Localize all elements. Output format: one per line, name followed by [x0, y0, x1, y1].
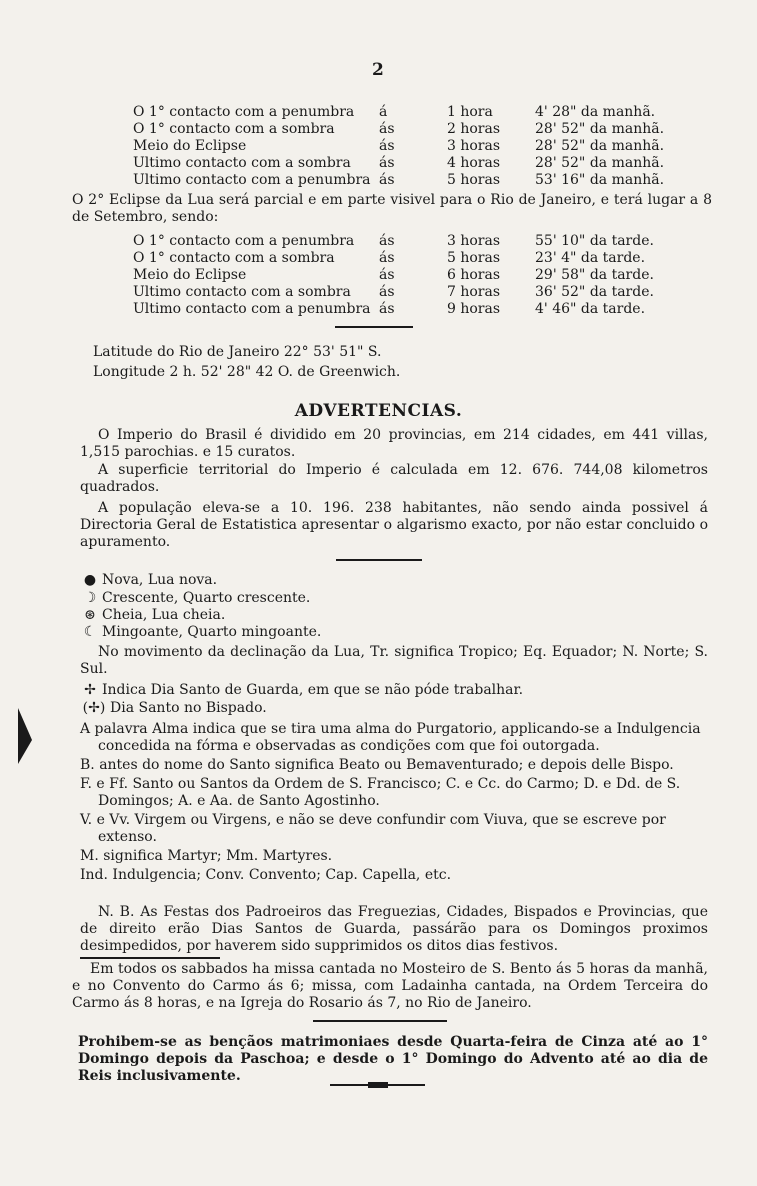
hours: 6 horas: [447, 267, 501, 283]
event: Meio do Eclipse: [133, 138, 247, 154]
legend-first-quarter: [80, 590, 310, 607]
new-moon-icon: ●: [83, 572, 97, 588]
event: O 1° contacto com a penumbra: [133, 104, 355, 120]
advertencia-2: [80, 462, 708, 496]
legend-label: Cheia, Lua cheia.: [102, 607, 226, 623]
event: O 1° contacto com a penumbra: [133, 233, 355, 249]
legend-last-quarter: [80, 624, 321, 641]
time: 55' 10" da tarde.: [535, 233, 654, 249]
hours: 7 horas: [447, 284, 501, 300]
legend-new-moon: [80, 572, 217, 589]
event: Ultimo contacto com a penumbra: [133, 301, 371, 317]
legend-label: Mingoante, Quarto mingoante.: [102, 624, 322, 640]
table-row: [133, 233, 654, 250]
cross-in-parens-icon: (✢): [82, 700, 106, 716]
time: 28' 52" da manhã.: [535, 155, 665, 171]
time: 4' 46" da tarde.: [535, 301, 646, 317]
abbr-ordens: F. e Ff. Santo ou Santos da Ordem de S. Francisco; C. e Cc. do Carmo; D. e Dd. de S. Domingos; A. e Aa. de Santo Agostinho.: [80, 776, 681, 809]
table-row: [133, 172, 665, 189]
hours: 5 horas: [447, 250, 501, 266]
abbr-martyr: M. significa Martyr; Mm. Martyres.: [80, 848, 333, 864]
declination-text: No movimento da declinação da Lua, Tr. significa Tropico; Eq. Equador; N. Norte; S. Sul.: [80, 644, 708, 677]
prep: ás: [379, 250, 395, 266]
divider: [336, 559, 422, 561]
table-row: [133, 284, 654, 301]
abbr-virgem: V. e Vv. Virgem ou Virgens, e não se deve confundir com Viuva, que se escreve por extenso.: [80, 812, 666, 845]
table-row: [133, 121, 665, 138]
legend-diocese-holy-day: [80, 700, 267, 717]
hours: 3 horas: [447, 138, 501, 154]
table-row: [133, 267, 654, 284]
event: Ultimo contacto com a sombra: [133, 284, 351, 300]
legend-label: Dia Santo no Bispado.: [110, 700, 267, 716]
time: 53' 16" da manhã.: [535, 172, 665, 188]
prep: ás: [379, 138, 395, 154]
cross-icon: ✢: [84, 682, 96, 698]
abbreviations: [80, 721, 708, 884]
divider: [313, 1020, 447, 1022]
eclipse-1-table: [133, 104, 665, 189]
crescent-moon-icon: ☽: [83, 590, 97, 606]
hours: 2 horas: [447, 121, 501, 137]
missas-text: Em todos os sabbados ha missa cantada no Mosteiro de S. Bento ás 5 horas da manhã, e no Convento do Carmo ás 6; missa, com Ladainha cantada, na Ordem Terceira do Carmo ás 8 horas, e na Igreja do Rosario ás 7, no Rio de Janeiro.: [72, 961, 708, 1011]
hours: 5 horas: [447, 172, 501, 188]
full-moon-icon: ⊛: [84, 607, 96, 623]
prohibem-paragraph: [78, 1034, 708, 1085]
binding-mark-icon: [0, 700, 40, 770]
longitude: Longitude 2 h. 52' 28" 42 O. de Greenwich.: [93, 364, 401, 380]
event: Ultimo contacto com a sombra: [133, 155, 351, 171]
time: 4' 28" da manhã.: [535, 104, 656, 120]
table-row: [133, 250, 646, 267]
divider: [80, 957, 220, 959]
missas-paragraph: [72, 961, 708, 1012]
section-heading: ADVERTENCIAS.: [294, 401, 463, 421]
coordinates: [93, 342, 513, 382]
prep: ás: [379, 267, 395, 283]
prep: ás: [379, 172, 395, 188]
table-row: [133, 104, 656, 121]
advertencia-text: A população eleva-se a 10. 196. 238 habitantes, não sendo ainda possivel á Directoria Geral de Estatistica apresentar o algarismo exacto, por não estar concluido o apuramento.: [80, 500, 708, 550]
declination-note: [80, 644, 708, 678]
prep: á: [379, 104, 388, 120]
table-row: [133, 301, 646, 318]
time: 29' 58" da tarde.: [535, 267, 654, 283]
eclipse-2-table: [133, 233, 654, 318]
eclipse-2-intro: O 2° Eclipse da Lua será parcial e em parte visivel para o Rio de Janeiro, e terá lugar a 8 de Setembro, sendo:: [72, 192, 712, 225]
page-number: 2: [372, 60, 384, 80]
legend-label: Indica Dia Santo de Guarda, em que se não póde trabalhar.: [102, 682, 524, 698]
abbr-indulgencia: Ind. Indulgencia; Conv. Convento; Cap. Capella, etc.: [80, 867, 452, 883]
hours: 4 horas: [447, 155, 501, 171]
hours: 3 horas: [447, 233, 501, 249]
prep: ás: [379, 155, 395, 171]
waning-moon-icon: ☾: [83, 624, 97, 640]
prep: ás: [379, 233, 395, 249]
prohibem-text: Prohibem-se as bençãos matrimoniaes desde Quarta-feira de Cinza até ao 1° Domingo depois da Paschoa; e desde o 1° Domingo do Advento até ao dia de Reis inclusivamente.: [78, 1034, 708, 1084]
abbr-beato: B. antes do nome do Santo significa Beato ou Bemaventurado; e depois delle Bispo.: [80, 757, 674, 773]
advertencia-text: A superficie territorial do Imperio é calculada em 12. 676. 744,08 kilometros quadrados.: [80, 462, 708, 495]
ornament-divider: [330, 1082, 425, 1088]
latitude: Latitude do Rio de Janeiro 22° 53' 51" S.: [93, 344, 382, 360]
time: 36' 52" da tarde.: [535, 284, 654, 300]
time: 28' 52" da manhã.: [535, 138, 665, 154]
nota-bene-text: N. B. As Festas dos Padroeiros das Freguezias, Cidades, Bispados e Provincias, que de direito erão Dias Santos de Guarda, passárão para os Domingos proximos desimpedidos, por haverem sido supprimidos os ditos dias festivos.: [80, 904, 708, 954]
divider: [335, 326, 413, 328]
hours: 1 hora: [447, 104, 493, 120]
legend-label: Crescente, Quarto crescente.: [102, 590, 311, 606]
advertencia-1: [80, 427, 708, 461]
hours: 9 horas: [447, 301, 501, 317]
abbr-alma: A palavra Alma indica que se tira uma alma do Purgatorio, applicando-se a Indulgencia concedida na fórma e observadas as condições com que foi outorgada.: [80, 721, 701, 754]
prep: ás: [379, 284, 395, 300]
advertencia-3: [80, 500, 708, 551]
prep: ás: [379, 301, 395, 317]
table-row: [133, 155, 665, 172]
event: O 1° contacto com a sombra: [133, 250, 335, 266]
time: 28' 52" da manhã.: [535, 121, 665, 137]
event: Ultimo contacto com a penumbra: [133, 172, 371, 188]
legend-full-moon: [80, 607, 225, 624]
advertencia-text: O Imperio do Brasil é dividido em 20 provincias, em 214 cidades, em 441 villas, 1,515 parochias. e 15 curatos.: [80, 427, 708, 460]
time: 23' 4" da tarde.: [535, 250, 646, 266]
table-row: [133, 138, 665, 155]
nota-bene: [80, 904, 708, 955]
legend-label: Nova, Lua nova.: [102, 572, 218, 588]
legend-holy-day: [80, 682, 523, 699]
event: Meio do Eclipse: [133, 267, 247, 283]
prep: ás: [379, 121, 395, 137]
event: O 1° contacto com a sombra: [133, 121, 335, 137]
